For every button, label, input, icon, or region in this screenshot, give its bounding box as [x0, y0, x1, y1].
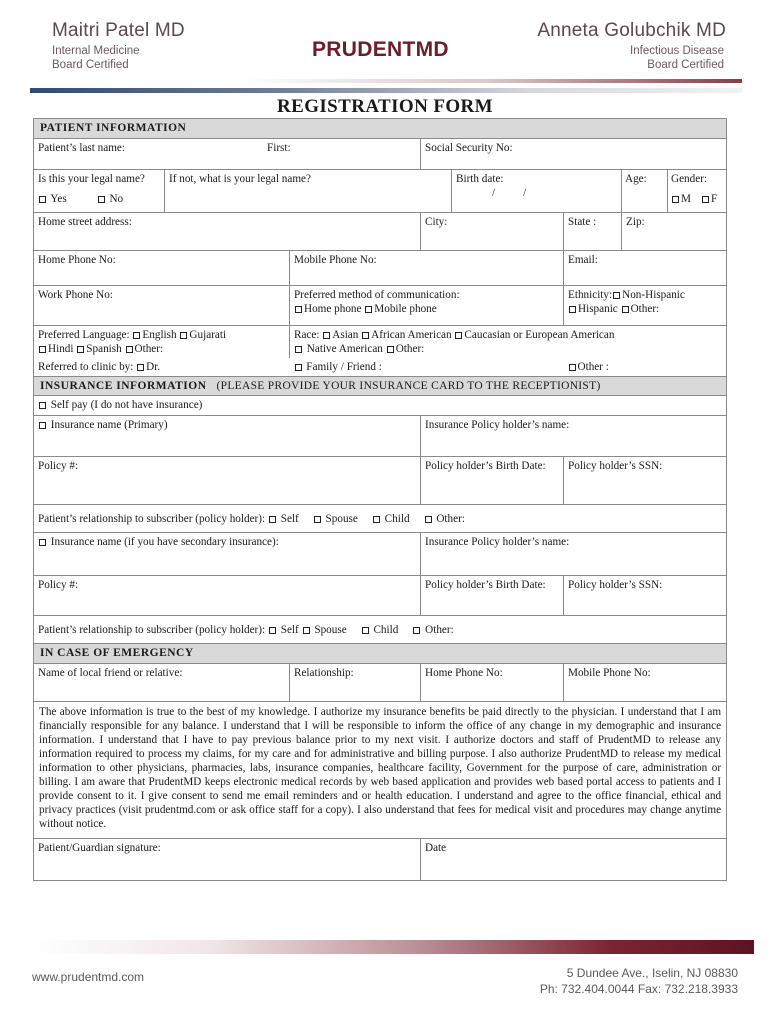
primary-relationship: Patient’s relationship to subscriber (policy holder): Self Spouse Child Other: — [34, 505, 727, 533]
male-checkbox[interactable] — [672, 196, 679, 203]
mobile-phone-checkbox[interactable] — [365, 306, 372, 313]
african-american-checkbox[interactable] — [362, 332, 369, 339]
ssn-field[interactable]: Social Security No: — [421, 139, 727, 170]
emergency-relationship-field[interactable]: Relationship: — [290, 664, 421, 702]
female-checkbox[interactable] — [702, 196, 709, 203]
hispanic-checkbox[interactable] — [569, 306, 576, 313]
zip-field[interactable]: Zip: — [622, 213, 727, 251]
left-doctor-name: Maitri Patel MD — [52, 20, 185, 41]
hindi-checkbox[interactable] — [39, 346, 46, 353]
right-doctor-name: Anneta Golubchik MD — [537, 20, 726, 41]
mobile-phone-field[interactable]: Mobile Phone No: — [290, 251, 564, 286]
right-doctor-specialty: Infectious Disease — [630, 45, 724, 57]
right-doctor-certification: Board Certified — [647, 59, 724, 71]
preferred-language: Preferred Language: English Gujarati Hindi Spanish Other: — [34, 326, 290, 359]
secondary-other-checkbox[interactable] — [413, 627, 420, 634]
city-field[interactable]: City: — [421, 213, 564, 251]
footer-address: 5 Dundee Ave., Iselin, NJ 08830 — [566, 966, 738, 980]
date-field[interactable]: Date — [421, 839, 727, 881]
referred-by: Referred to clinic by: Dr. — [34, 358, 290, 377]
no-checkbox[interactable] — [98, 196, 105, 203]
footer-website[interactable]: www.prudentmd.com — [32, 970, 145, 984]
age-field[interactable]: Age: — [622, 170, 668, 212]
section-patient-info: PATIENT INFORMATION — [34, 119, 727, 139]
street-address-field[interactable]: Home street address: — [34, 213, 421, 251]
self-pay-option: Self pay (I do not have insurance) — [34, 396, 727, 416]
race-field: Race: Asian African American Caucasian or European American Native American Other: — [290, 326, 727, 359]
self-pay-checkbox[interactable] — [39, 402, 46, 409]
left-doctor-specialty: Internal Medicine — [52, 45, 140, 57]
secondary-child-checkbox[interactable] — [362, 627, 369, 634]
header-divider-bar — [30, 88, 742, 93]
work-phone-field[interactable]: Work Phone No: — [34, 286, 290, 326]
footer-accent-bar — [30, 940, 754, 954]
footer-phone-fax: Ph: 732.404.0044 Fax: 732.218.3933 — [539, 982, 738, 996]
secondary-spouse-checkbox[interactable] — [303, 627, 310, 634]
page-title: REGISTRATION FORM — [277, 96, 493, 117]
referred-dr-checkbox[interactable] — [137, 364, 144, 371]
home-phone-checkbox[interactable] — [295, 306, 302, 313]
asian-checkbox[interactable] — [323, 332, 330, 339]
secondary-self-checkbox[interactable] — [269, 627, 276, 634]
emergency-name-field[interactable]: Name of local friend or relative: — [34, 664, 290, 702]
primary-self-checkbox[interactable] — [269, 516, 276, 523]
secondary-relationship: Patient’s relationship to subscriber (policy holder): Self Spouse Child Other: — [34, 616, 727, 644]
language-other-checkbox[interactable] — [126, 346, 133, 353]
primary-child-checkbox[interactable] — [373, 516, 380, 523]
secondary-holder-ssn-field[interactable]: Policy holder’s SSN: — [564, 576, 727, 616]
primary-policy-field[interactable]: Policy #: — [34, 457, 421, 505]
legal-name-field[interactable]: If not, what is your legal name? — [165, 170, 452, 213]
age-gender-cell — [622, 170, 727, 213]
header-accent-bar — [238, 79, 742, 83]
section-emergency: IN CASE OF EMERGENCY — [34, 644, 727, 664]
registration-form — [33, 118, 727, 881]
last-name-field[interactable]: Patient’s last name: First: — [34, 139, 421, 170]
caucasian-checkbox[interactable] — [455, 332, 462, 339]
birth-date-field[interactable]: Birth date: / / — [452, 170, 622, 213]
first-name-label: First: — [267, 142, 291, 154]
referred-family: Family / Friend : — [290, 358, 564, 377]
state-field[interactable]: State : — [564, 213, 622, 251]
race-other-checkbox[interactable] — [387, 346, 394, 353]
preferred-communication: Preferred method of communication: Home phone Mobile phone — [290, 286, 564, 326]
gender-field: Gender: M F — [671, 173, 718, 205]
brand-logo: PRUDENTMD — [312, 38, 449, 61]
ethnicity-field: Ethnicity: Non-Hispanic Hispanic Other: — [564, 286, 727, 326]
email-field[interactable]: Email: — [564, 251, 727, 286]
legal-name-question: Is this your legal name? Yes No — [34, 170, 165, 213]
primary-holder-ssn-field[interactable]: Policy holder’s SSN: — [564, 457, 727, 505]
section-insurance-info: INSURANCE INFORMATION (PLEASE PROVIDE YOUR INSURANCE CARD TO THE RECEPTIONIST) — [34, 377, 727, 396]
home-phone-field[interactable]: Home Phone No: — [34, 251, 290, 286]
consent-statement: The above information is true to the best of my knowledge. I authorize my insurance benefits be paid directly to the physician. I understand that I am financially responsible for any balance. I understand that I will be responsible to inform the office of any change in my demographic and insurance information. I understand that I have to pay previous balance prior to my next visit. I authorize doctors and staff of PrudentMD to release any information required to process my claims, for my care and for administrative and billing purpose. I also authorize PrudentMD to release my medical information to other physicians, pharmacies, labs, insurance companies, healthcare facility, Government for the purpose of care, administration or billing. I am aware that PrudentMD keeps electronic medical records by web based application and provides web based portal access to patients and I provide consent to it. I give consent to send me email reminders and or health education. I understand and agree to the office financial, ethical and privacy practices (visit prudentmd.com or ask office staff for a copy). I also understand that fees for medical visit and procedures may change anytime without notice. — [34, 702, 727, 839]
ethnicity-other-checkbox[interactable] — [622, 306, 629, 313]
secondary-insurance-checkbox[interactable] — [39, 539, 46, 546]
native-american-checkbox[interactable] — [295, 346, 302, 353]
left-doctor-certification: Board Certified — [52, 59, 129, 71]
emergency-mobile-phone-field[interactable]: Mobile Phone No: — [564, 664, 727, 702]
primary-spouse-checkbox[interactable] — [314, 516, 321, 523]
signature-field[interactable]: Patient/Guardian signature: — [34, 839, 421, 881]
emergency-home-phone-field[interactable]: Home Phone No: — [421, 664, 564, 702]
primary-insurance-checkbox[interactable] — [39, 422, 46, 429]
secondary-holder-name-field[interactable]: Insurance Policy holder’s name: — [421, 533, 727, 576]
primary-holder-name-field[interactable]: Insurance Policy holder’s name: — [421, 416, 727, 457]
english-checkbox[interactable] — [133, 332, 140, 339]
insurance-card-note: (PLEASE PROVIDE YOUR INSURANCE CARD TO THE RECEPTIONIST) — [216, 380, 601, 392]
referred-other: Other : — [564, 358, 727, 377]
secondary-insurance-field[interactable]: Insurance name (if you have secondary insurance): — [34, 533, 421, 576]
secondary-holder-birth-field[interactable]: Policy holder’s Birth Date: — [421, 576, 564, 616]
primary-insurance-field[interactable]: Insurance name (Primary) — [34, 416, 421, 457]
primary-holder-birth-field[interactable]: Policy holder’s Birth Date: — [421, 457, 564, 505]
referred-other-checkbox[interactable] — [569, 364, 576, 371]
spanish-checkbox[interactable] — [77, 346, 84, 353]
primary-other-checkbox[interactable] — [425, 516, 432, 523]
yes-checkbox[interactable] — [39, 196, 46, 203]
referred-family-checkbox[interactable] — [295, 364, 302, 371]
gujarati-checkbox[interactable] — [180, 332, 187, 339]
non-hispanic-checkbox[interactable] — [613, 292, 620, 299]
secondary-policy-field[interactable]: Policy #: — [34, 576, 421, 616]
